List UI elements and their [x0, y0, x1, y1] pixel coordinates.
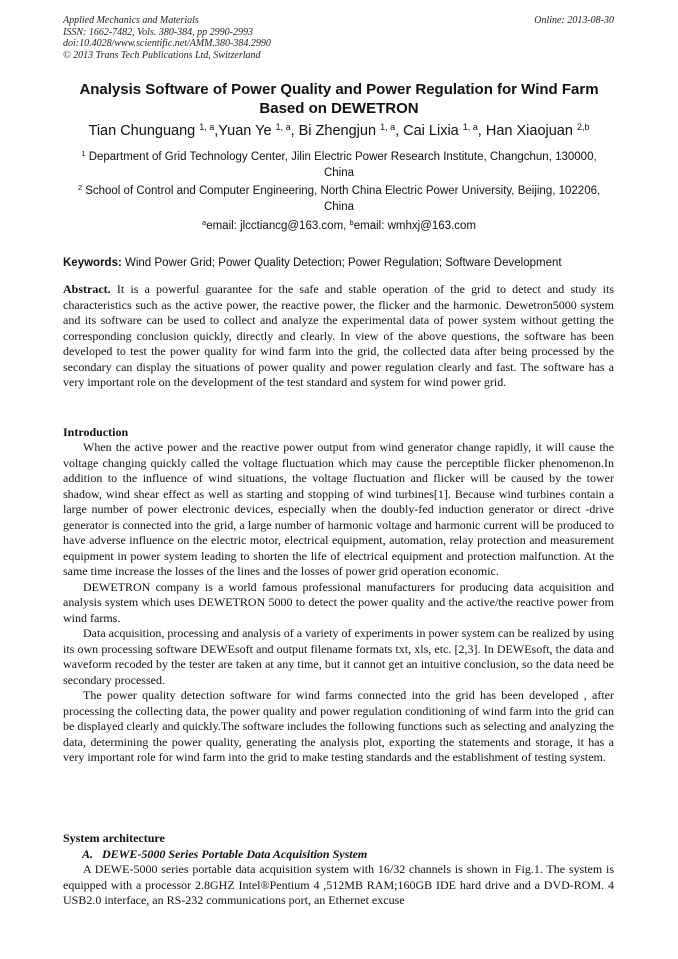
section-heading-system-architecture: System architecture: [63, 831, 165, 845]
paragraph: DEWETRON company is a world famous professional manufacturers for producing data acquisition and analysis system which uses DEWETRON 5000 to detect the power quality and the active/the reactive power from wind farms.: [63, 579, 614, 625]
issn-line: ISSN: 1662-7482, Vols. 380-384, pp 2990-2993: [63, 26, 253, 38]
abstract-paragraph: [63, 282, 614, 391]
subsection-number: A.: [82, 846, 94, 861]
author-affiliation-mark: 1, a: [275, 122, 291, 132]
doi-line: doi:10.4028/www.scientific.net/AMM.380-384.2990: [63, 38, 271, 49]
email-mark: a: [202, 218, 207, 227]
keywords: [63, 256, 623, 271]
paragraph: The power quality detection software for wind farms connected into the grid has been developed , after processing the collecting data, the power quality and power regulation conditioning of wind farm into the grid can be displayed clearly and quickly.The software includes the following functions such as selecting and analyzing the data, determining the power quality, generating the analysis plot, exporting the statements and storage, it has a very important role for wind farm into the grid to make testing standards and the establishment of testing system.: [63, 688, 614, 764]
author-name: Cai Lixia: [403, 123, 459, 139]
email-b: email: wmhxj@163.com: [353, 220, 476, 232]
author-affiliation-mark: 1, a: [462, 122, 478, 132]
email-mark: b: [349, 218, 354, 227]
author-name: Tian Chunguang: [88, 123, 196, 139]
affiliation-2: [74, 184, 604, 215]
author-name: Bi Zhengjun: [298, 123, 377, 139]
affiliation-mark: 2: [77, 183, 82, 192]
copyright-line: © 2013 Trans Tech Publications Ltd, Switzerland: [63, 49, 261, 61]
affiliation-mark: 1: [81, 149, 86, 158]
online-date: Online: 2013-08-30: [534, 15, 614, 26]
affiliation-1: [74, 150, 604, 181]
paragraph: A DEWE-5000 series portable data acquisition system with 16/32 channels is shown in Fig.1. The system is equipped with a processor 2.8GHZ Intel®Pentium 4 ,512MB RAM;160GB IDE hard drive and a DVD-ROM. 4 USB2.0 interface, an RS-232 communications port, an Ethernet excuse: [63, 862, 614, 907]
keywords-text: Wind Power Grid; Power Quality Detection; Power Regulation; Software Development: [125, 257, 562, 269]
author-affiliation-mark: 1, a: [380, 122, 396, 132]
paragraph: Data acquisition, processing and analysis of a variety of experiments in power system can be realized by using its own processing software DEWEsoft and output filename formats txt, xls, etc. [2,3]. In DEWEsoft, the data and waveform recoded by the tester are taken at any time, but it cannot get an intuitive conclusion, so the data need be secondary processed.: [63, 626, 614, 687]
journal-name: Applied Mechanics and Materials: [63, 15, 199, 26]
author-name: Han Xiaojuan: [485, 123, 573, 139]
subsection-title: DEWE-5000 Series Portable Data Acquisition System: [102, 846, 368, 861]
email-a: email: jlcctiancg@163.com,: [206, 220, 350, 232]
system-body: [63, 862, 614, 909]
email-line: [74, 219, 604, 235]
keywords-label: Keywords:: [63, 257, 122, 269]
subsection-heading: [82, 847, 367, 863]
author-affiliation-mark: 1, a: [199, 122, 215, 132]
affiliation-text: Department of Grid Technology Center, Jilin Electric Power Research Institute, Changchun, 130000, China: [88, 151, 597, 179]
author-name: Yuan Ye: [218, 123, 272, 139]
paragraph: When the active power and the reactive power output from wind generator change rapidly, it will cause the voltage changing quickly called the voltage fluctuation which may cause the perceptible flicker phenomenon.In addition to the influence of wind situations, the voltage fluctuation and flicker will be caused by the tower shadow, wind shear effect as well as starting and stopping of wind turbines[1]. Because wind turbines contain a large number of power electronic devices, especially when the doubly-fed induction generator or direct -drive generator is connected into the grid, a large number of harmonic voltage and harmonic current will be produced to have adverse influence on the electric motor, electrical equipment, automation, relay protection and measurement equipment in power system leading to shorten the life of electrical equipment and protection malfunction. At the same time increase the losses of the lines and the losses of power grid operation economic.: [63, 440, 614, 578]
author-affiliation-mark: 2,b: [576, 122, 590, 132]
section-heading-introduction: Introduction: [63, 425, 129, 439]
author-list: Tian Chunguang $^{1, a}$,Yuan Ye $^{1, a}$, Bi Zhengjun $^{1, a}$, Cai Lixia $^{1, a}$, Han Xiaojuan $^{2,b}$: [88, 122, 590, 139]
journal-header: [63, 15, 271, 61]
abstract: [63, 282, 614, 391]
affiliation-text: School of Control and Computer Engineering, North China Electric Power University, Beijing, 102206, China: [85, 185, 601, 213]
introduction-body: [63, 440, 614, 766]
abstract-text: It is a powerful guarantee for the safe and stable operation of the grid to detect and study its characteristics such as the active power, the reactive power, the flicker and the harmonic. Dewetron5000 system and its software can be used to collect and analyze the experimental data of power system without getting the corresponding conclusion quickly, directly and clearly. In view of the above questions, the software has been developed to test the power quality for wind farm into the grid, the collected data after being processed by the secondary can display the situations of power quality and power regulation clearly and fast. The software has a very important role on the development of the test standard and system for wind power grid.: [63, 282, 614, 389]
paper-title: Analysis Software of Power Quality and Power Regulation for Wind Farm Based on DEWETRON: [79, 81, 599, 117]
abstract-label: Abstract.: [63, 282, 111, 296]
